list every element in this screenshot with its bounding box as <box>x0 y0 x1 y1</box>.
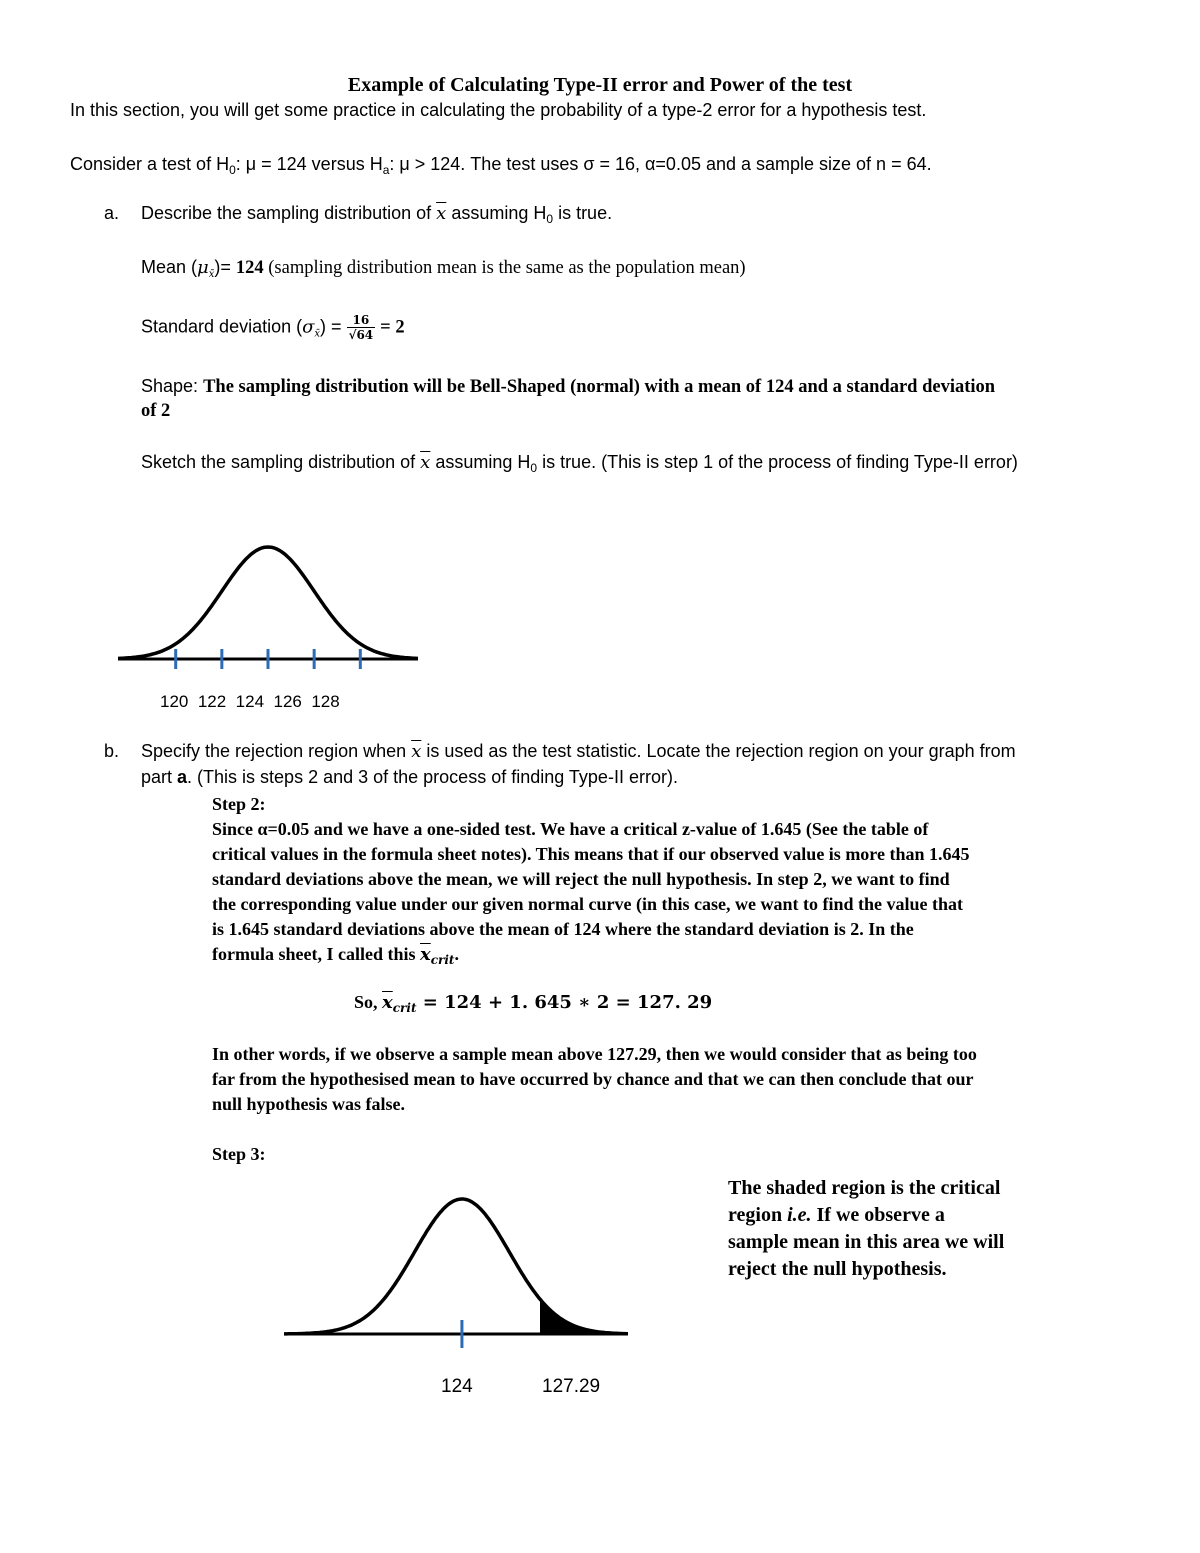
h0-subscript: 0 <box>229 163 236 177</box>
part-b-part-text: part <box>141 767 178 787</box>
xcrit-subscript: crit <box>392 1001 417 1015</box>
formula-rest: = 124 + 1. 645 ∗ 2 = 127. 29 <box>416 992 713 1013</box>
intro-text: In this section, you will get some practice in calculating the probability of a type-2 error for a hypothesis test. <box>70 100 927 120</box>
mean-equals: )= <box>214 257 236 277</box>
step-2-body <box>212 817 969 973</box>
sd-line <box>141 313 405 342</box>
step-2-line: is 1.645 standard deviations above the mean of 124 where the standard deviation is 2. In the <box>212 919 914 939</box>
part-a-text-end: is true. <box>553 203 613 223</box>
other-words-paragraph <box>212 1042 977 1117</box>
sketch-line <box>141 452 1018 475</box>
step-2-last-line <box>212 942 969 973</box>
sigma-subscript: x̄ <box>314 328 321 340</box>
part-b-text-before: Specify the rejection region when <box>141 741 407 761</box>
xbar-symbol: $\overline{x}$ <box>436 203 447 224</box>
sd-label: Standard deviation ( <box>141 316 303 337</box>
tick-label-128: 128 <box>311 692 340 711</box>
tick-label-124: 124 <box>235 692 265 711</box>
step-2-line: standard deviations above the mean, we will reject the null hypothesis. In step 2, we want to find <box>212 869 950 889</box>
part-a-label: a. <box>104 203 120 223</box>
part-a-question <box>141 203 612 226</box>
formula-prefix: So, <box>354 992 383 1012</box>
sd-fraction <box>347 313 376 342</box>
note-line-text: region i.e. If we observe a <box>728 1204 945 1226</box>
h0-subscript: 0 <box>530 461 538 475</box>
note-line: The shaded region is the critical <box>728 1177 1001 1199</box>
other-words-line: far from the hypothesised mean to have occurred by chance and that we can then conclude that our <box>212 1069 974 1089</box>
sampling-distribution-chart <box>110 535 430 675</box>
xbar-symbol: $\overline{x}$ <box>420 452 431 473</box>
sd-numerator: 16 <box>347 313 376 328</box>
consider-h0-rest: : μ = 124 versus H <box>235 154 383 174</box>
shape-text-1: The sampling distribution will be Bell-Shaped (normal) with a mean of 124 and a standard deviation <box>203 377 996 397</box>
critical-region-note <box>728 1175 1004 1283</box>
tick-label-126: 126 <box>273 692 302 711</box>
other-words-line: In other words, if we observe a sample mean above 127.29, then we would consider that as being too <box>212 1044 977 1064</box>
xcrit-symbol: $\overline{x}$ <box>419 944 431 965</box>
note-line <box>728 1202 1004 1229</box>
sigma-symbol: σ <box>302 316 315 338</box>
sketch-text-before: Sketch the sampling distribution of <box>141 452 416 472</box>
mu-subscript: x̄ <box>208 269 215 280</box>
note-line: reject the null hypothesis. <box>728 1258 947 1280</box>
step-2-label: Step 2: <box>212 794 266 814</box>
h0-subscript: 0 <box>546 212 554 226</box>
consider-prefix: Consider a test of H <box>70 154 230 174</box>
shape-label: Shape: <box>141 376 204 396</box>
part-a-text-after: assuming H <box>446 203 547 223</box>
step-3-label: Step 3: <box>212 1144 266 1164</box>
sd-result: = 2 <box>380 317 405 338</box>
other-words-line: null hypothesis was false. <box>212 1094 406 1114</box>
tick-label-120: 120 <box>160 692 189 711</box>
xbar-symbol: $\overline{x}$ <box>411 741 422 762</box>
step-2-line: critical values in the formula sheet notes). This means that if our observed value is more than 1.645 <box>212 844 970 864</box>
sketch-text-after: assuming H <box>430 452 531 472</box>
label-124: 124 <box>441 1376 473 1397</box>
shape-line-2: of 2 <box>141 401 171 421</box>
xcrit-subscript: crit <box>430 953 455 967</box>
consider-ha-rest: : μ > 124. The test uses σ = 16, α=0.05 and a sample size of n = 64. <box>389 154 932 174</box>
xcrit-formula <box>354 992 712 1015</box>
shape-line-1 <box>141 376 995 398</box>
page-title: Example of Calculating Type-II error and Power of the test <box>347 74 853 96</box>
part-b-bold-a: a <box>177 767 188 787</box>
rejection-region-chart <box>280 1185 640 1350</box>
mu-symbol: μ <box>197 257 209 278</box>
step-2-last-text: formula sheet, I called this <box>212 944 420 964</box>
mean-value: 124 <box>235 258 264 278</box>
consider-text <box>70 154 932 177</box>
tick-label-122: 122 <box>197 692 227 711</box>
note-line: sample mean in this area we will <box>728 1231 1005 1253</box>
xcrit-symbol: $\overline{x}$ <box>382 992 393 1013</box>
mean-label: Mean ( <box>141 257 198 277</box>
step-2-line: Since α=0.05 and we have a one-sided test. We have a critical z-value of 1.645 (See the table of <box>212 819 929 839</box>
sd-equals: ) = <box>320 316 347 337</box>
part-b-line-1 <box>141 741 1016 762</box>
normal-curve <box>284 1199 628 1334</box>
step-2-end: . <box>454 944 459 964</box>
mean-line <box>141 257 746 280</box>
tick-labels <box>160 692 340 712</box>
part-a-text-before: Describe the sampling distribution of <box>141 203 432 223</box>
mean-note: (sampling distribution mean is the same as the population mean) <box>263 258 746 278</box>
ha-subscript: a <box>382 163 390 177</box>
normal-curve <box>118 547 418 658</box>
sketch-text-end: is true. (This is step 1 of the process of finding Type-II error) <box>537 452 1018 472</box>
label-127-29: 127.29 <box>542 1376 601 1397</box>
step-2-line: the corresponding value under our given normal curve (in this case, we want to find the value that <box>212 894 964 914</box>
part-b-label: b. <box>104 741 120 761</box>
part-b-rest: . (This is steps 2 and 3 of the process of finding Type-II error). <box>187 767 678 787</box>
part-b-text-after: is used as the test statistic. Locate the rejection region on your graph from <box>421 741 1016 761</box>
sd-denominator: √64 <box>348 328 374 342</box>
part-b-line-2 <box>141 767 678 788</box>
